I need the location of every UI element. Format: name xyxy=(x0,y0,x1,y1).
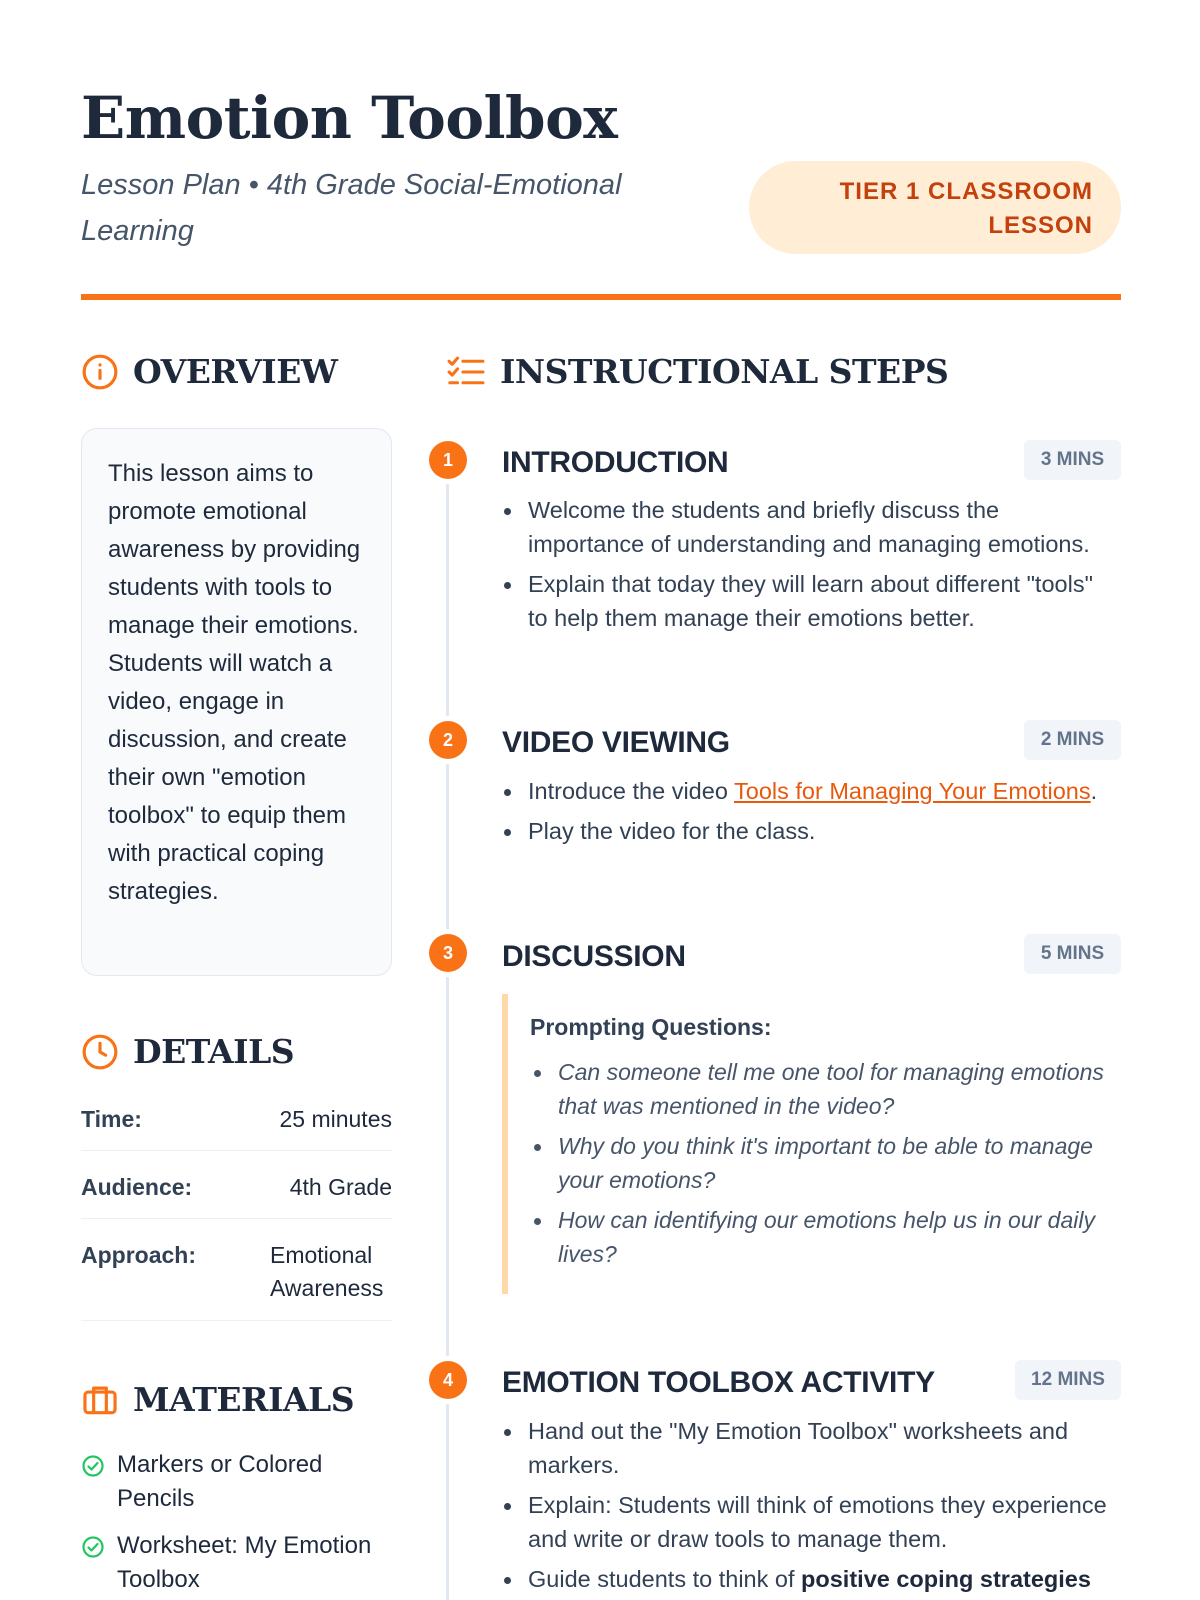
detail-value: 25 minutes xyxy=(279,1106,392,1132)
step-number-badge: 1 xyxy=(429,441,467,479)
prompt-title: Prompting Questions: xyxy=(530,1014,772,1040)
detail-row-approach xyxy=(81,1239,392,1321)
page-subtitle: Lesson Plan • 4th Grade Social-Emotional Learning xyxy=(81,169,622,247)
step-number-badge: 2 xyxy=(429,721,467,759)
check-circle-icon xyxy=(81,1454,105,1478)
step-title: EMOTION TOOLBOX ACTIVITY xyxy=(502,1366,935,1399)
detail-label: Audience: xyxy=(81,1174,193,1200)
guide-bold-text: positive coping strategies xyxy=(801,1566,1091,1592)
question-item: How can identifying our emotions help us in our daily lives? xyxy=(530,1203,1122,1271)
detail-label: Approach: xyxy=(81,1242,196,1268)
list-item: Explain: Students will think of emotions they experience and write or draw tools to manage them. xyxy=(502,1488,1112,1556)
video-intro-text: Introduce the video xyxy=(528,778,734,804)
briefcase-icon xyxy=(81,1381,119,1419)
overview-heading-label: OVERVIEW xyxy=(133,352,338,391)
list-item: Welcome the students and briefly discuss the importance of understanding and managing emotions. xyxy=(502,493,1112,561)
material-item xyxy=(81,1529,401,1597)
details-heading-label: DETAILS xyxy=(133,1032,295,1071)
timeline-line xyxy=(446,460,449,1600)
page-title: Emotion Toolbox xyxy=(81,84,618,152)
step-title: DISCUSSION xyxy=(502,940,686,973)
duration-badge: 2 MINS xyxy=(1024,720,1121,760)
detail-value: 4th Grade xyxy=(289,1174,392,1200)
list-item: Hand out the "My Emotion Toolbox" worksheets and markers. xyxy=(502,1414,1112,1482)
step-bullets xyxy=(502,493,1112,641)
duration-badge: 5 MINS xyxy=(1024,934,1121,974)
material-label: Worksheet: My Emotion Toolbox xyxy=(117,1532,372,1593)
step-bullets xyxy=(502,1414,1112,1600)
step-title: INTRODUCTION xyxy=(502,446,729,479)
list-item xyxy=(502,774,1112,808)
question-item: Why do you think it's important to be able to manage your emotions? xyxy=(530,1129,1122,1197)
list-item: Explain that today they will learn about different "tools" to help them manage their emotions better. xyxy=(502,567,1112,635)
prompt-questions xyxy=(530,1055,1122,1271)
duration-badge: 3 MINS xyxy=(1024,440,1121,480)
guide-text: Guide students to think of xyxy=(528,1566,802,1592)
check-circle-icon xyxy=(81,1535,105,1559)
steps-heading xyxy=(446,352,948,391)
video-link[interactable]: Tools for Managing Your Emotions xyxy=(734,778,1091,804)
details-heading xyxy=(81,1032,294,1071)
material-label: Markers or Colored Pencils xyxy=(117,1451,323,1512)
steps-heading-label: INSTRUCTIONAL STEPS xyxy=(500,352,949,391)
step-title: VIDEO VIEWING xyxy=(502,726,730,759)
overview-text: This lesson aims to promote emotional awareness by providing students with tools to manage their emotions. Students will watch a video, engage in discussion, and create their own "emotion toolbox" to equip them with practical coping strategies. xyxy=(81,428,392,976)
tier-badge xyxy=(749,161,1121,254)
step-number-badge: 4 xyxy=(429,1361,467,1399)
info-circle-icon xyxy=(81,353,119,391)
step-bullets xyxy=(502,774,1112,854)
detail-row-audience xyxy=(81,1171,392,1219)
prompting-questions-box xyxy=(502,994,1122,1294)
checklist-icon xyxy=(446,353,486,391)
video-intro-suffix: . xyxy=(1090,778,1098,804)
duration-badge: 12 MINS xyxy=(1015,1360,1121,1400)
list-item xyxy=(502,1562,1112,1596)
materials-heading-label: MATERIALS xyxy=(133,1380,355,1419)
question-item: Can someone tell me one tool for managing emotions that was mentioned in the video? xyxy=(530,1055,1122,1123)
clock-icon xyxy=(81,1033,119,1071)
detail-row-time xyxy=(81,1103,392,1151)
materials-heading xyxy=(81,1380,354,1419)
tier-badge-line1: TIER 1 CLASSROOM xyxy=(839,178,1093,205)
step-number-badge: 3 xyxy=(429,934,467,972)
overview-heading xyxy=(81,352,337,391)
list-item: Play the video for the class. xyxy=(502,814,1112,848)
material-item xyxy=(81,1448,401,1516)
tier-badge-line2: LESSON xyxy=(988,212,1093,239)
detail-value: Emotional Awareness xyxy=(270,1242,384,1301)
detail-label: Time: xyxy=(81,1106,142,1132)
header-divider xyxy=(81,294,1121,300)
